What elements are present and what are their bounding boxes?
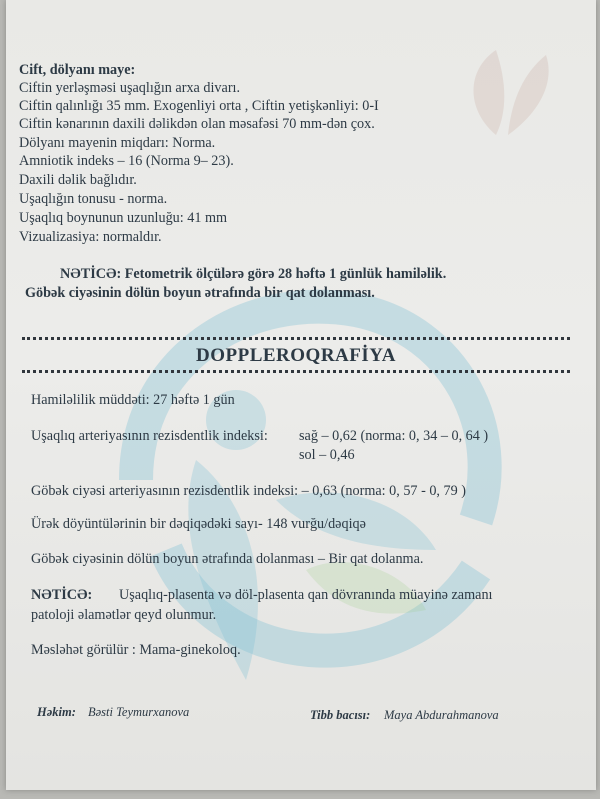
divider-bottom: [22, 370, 570, 373]
uterine-tone: Uşaqlığın tonusu - norma.: [19, 191, 168, 207]
clinic-logo-faint-icon: [426, 40, 586, 150]
nurse-name: Maya Abdurahmanova: [384, 708, 499, 722]
nurse-label: Tibb bacısı:: [310, 708, 371, 722]
conclusion-cord: Göbək ciyəsinin dölün boyun ətrafında bir qat dolanması.: [25, 285, 375, 301]
internal-os-status: Daxili dəlik bağlıdır.: [19, 172, 137, 188]
placenta-section-title: Cift, dölyanı maye:: [19, 62, 136, 78]
amniotic-index: Amniotik indeks – 16 (Norma 9– 23).: [19, 153, 234, 169]
pregnancy-duration: Hamiləlilik müddəti: 27 həftə 1 gün: [31, 392, 235, 408]
umbilical-artery-index: Göbək ciyəsi arteriyasının rezisdentlik indeksi: – 0,63 (norma: 0, 57 - 0, 79 ): [31, 483, 466, 499]
conclusion-fetometry: NƏTİCƏ: Fetometrik ölçülərə görə 28 həftə 1 günlük hamiləlik.: [60, 266, 447, 282]
placenta-edge-distance: Ciftin kənarının daxili dəlikdən olan məsafəsi 70 mm-dən çox.: [19, 116, 375, 132]
heart-rate: Ürək döyüntülərinin bir dəqiqədəki sayı- 148 vurğu/dəqiqə: [31, 516, 366, 532]
uterine-artery-label: Uşaqlıq arteriyasının rezisdentlik indeksi:: [31, 428, 268, 444]
cord-around-neck: Göbək ciyəsinin dölün boyun ətrafında dolanması – Bir qat dolanma.: [31, 551, 424, 567]
placenta-location: Ciftin yerləşməsi uşaqlığın arxa divarı.: [19, 80, 241, 96]
uterine-artery-left: sol – 0,46: [299, 447, 355, 463]
doctor-name: Bəsti Teymurxanova: [88, 705, 190, 719]
placenta-thickness: Ciftin qalınlığı 35 mm. Exogenliyi orta , Ciftin yetişkənliyi: 0-I: [19, 98, 379, 114]
uterine-artery-right: sağ – 0,62 (norma: 0, 34 – 0, 64 ): [299, 428, 489, 444]
doctor-label: Həkim:: [37, 705, 76, 719]
visualization: Vizualizasiya: normaldır.: [19, 229, 162, 245]
doppler-conclusion-text-1: Uşaqlıq-plasenta və döl-plasenta qan dövranında müayinə zamanı: [119, 587, 493, 603]
doppler-conclusion-label: NƏTİCƏ:: [31, 587, 93, 603]
doppler-conclusion-text-2: patoloji əlamətlər qeyd olunmur.: [31, 607, 217, 623]
amniotic-fluid-amount: Dölyanı mayenin miqdarı: Norma.: [19, 135, 216, 151]
doppler-heading: DOPPLEROQRAFİYA: [196, 345, 396, 366]
divider-top: [22, 337, 570, 340]
advice: Məsləhət görülür : Mama-ginekoloq.: [31, 642, 241, 658]
cervix-length: Uşaqlıq boynunun uzunluğu: 41 mm: [19, 210, 228, 226]
report-page: [6, 0, 596, 790]
